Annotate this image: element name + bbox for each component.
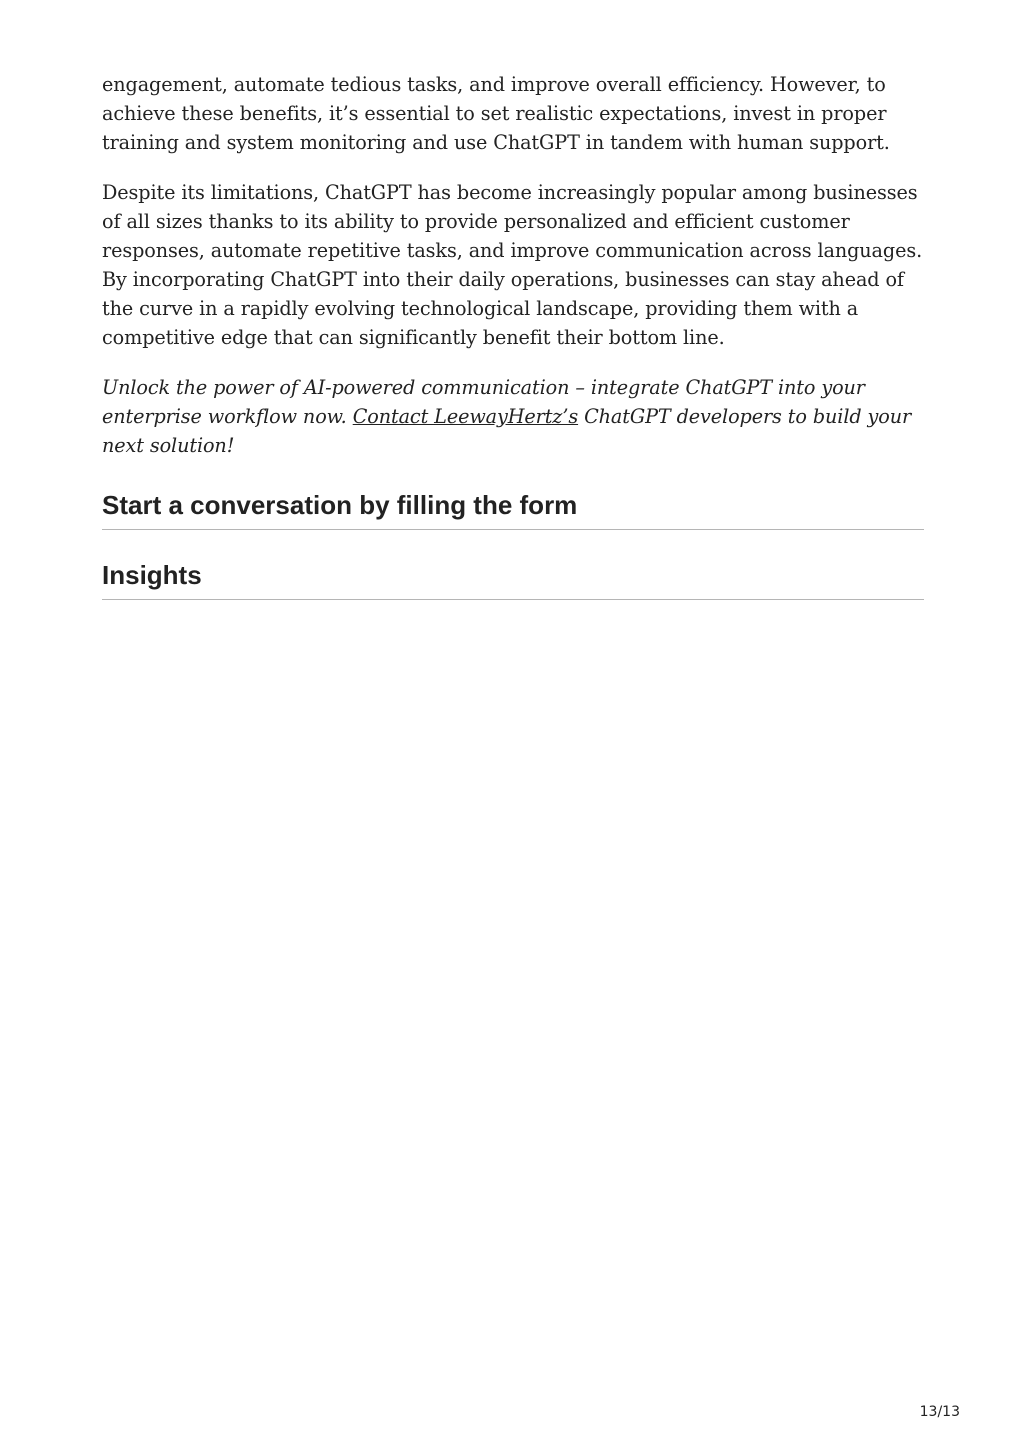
contact-leewayhertz-link[interactable]: Contact LeewayHertz’s xyxy=(352,405,579,428)
call-to-action xyxy=(102,373,924,460)
contact-form-heading: Start a conversation by filling the form xyxy=(102,489,924,530)
article-paragraph: engagement, automate tedious tasks, and improve overall efficiency. However, to achieve these benefits, it’s essential to set realistic expectations, invest in proper training and system monitoring and use ChatGPT in tandem with human support. xyxy=(102,73,890,154)
article-body xyxy=(102,70,924,600)
article-paragraph: Despite its limitations, ChatGPT has become increasingly popular among businesses of all sizes thanks to its ability to provide personalized and efficient customer responses, automate repetitive tasks, and improve communication across languages. By incorporating ChatGPT into their daily operations, businesses can stay ahead of the curve in a rapidly evolving technological landscape, providing them with a competitive edge that can significantly benefit their bottom line. xyxy=(102,181,923,349)
cta-text-after: ChatGPT developers to build your next solution! xyxy=(102,405,912,457)
cta-text-before: Unlock the power of AI-powered communication – integrate ChatGPT into your enterprise workflow now. xyxy=(102,376,865,428)
insights-heading: Insights xyxy=(102,559,924,600)
page-number: 13/13 xyxy=(919,1404,960,1420)
